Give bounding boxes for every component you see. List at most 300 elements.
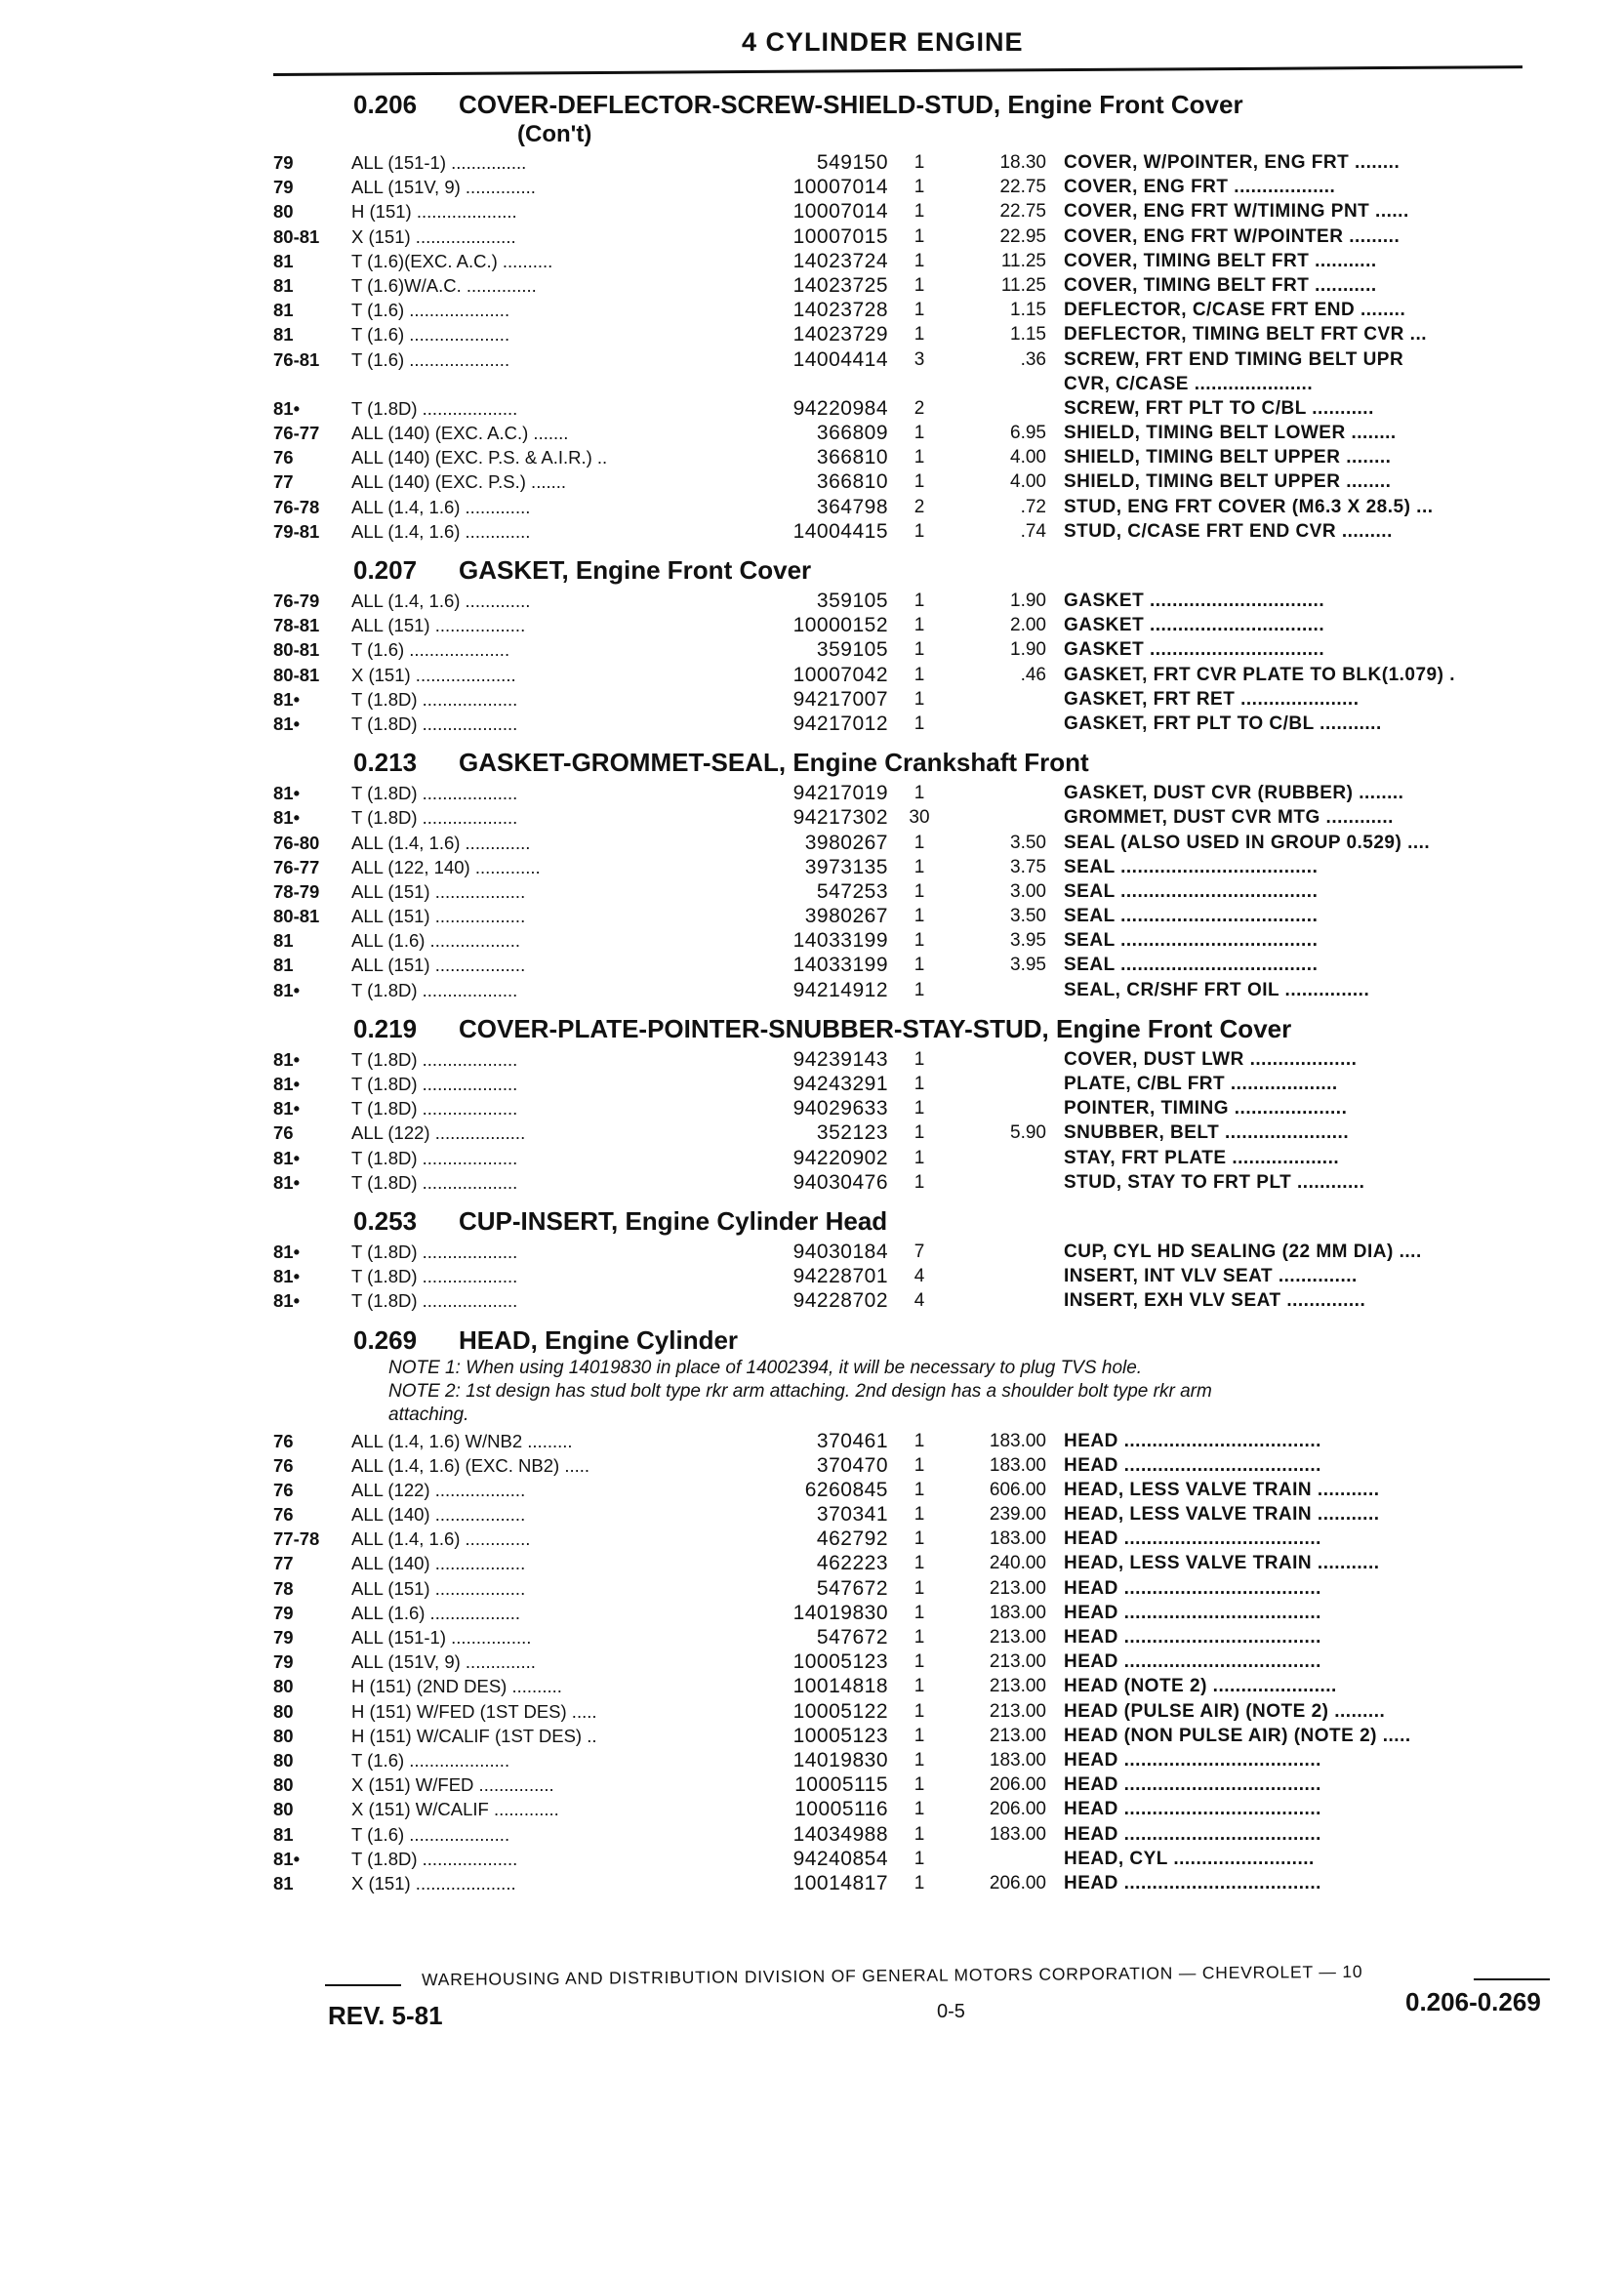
description-cell: HEAD, LESS VALVE TRAIN ........... <box>1064 1553 1380 1574</box>
year-cell: 76 <box>273 447 294 468</box>
part-number-cell: 14023725 <box>792 273 888 297</box>
price-cell: 1.90 <box>1010 590 1046 611</box>
table-row <box>273 249 1571 273</box>
price-cell: 213.00 <box>989 1651 1046 1673</box>
section-heading <box>353 1323 1571 1357</box>
quantity-cell: 1 <box>914 1749 925 1771</box>
quantity-cell: 1 <box>914 274 925 296</box>
model-cell: ALL (1.4, 1.6) (EXC. NB2) ..... <box>351 1454 590 1476</box>
footer-rule-right <box>1474 1978 1550 1980</box>
part-number-cell: 370461 <box>816 1429 888 1452</box>
part-number-cell: 370341 <box>816 1503 888 1527</box>
quantity-cell: 1 <box>914 1528 925 1550</box>
part-number-cell: 94217012 <box>792 712 888 735</box>
section-heading <box>353 746 1571 779</box>
quantity-cell: 1 <box>914 1171 925 1193</box>
year-cell: 80-81 <box>273 225 320 247</box>
table-row <box>273 589 1571 613</box>
table-row <box>273 1797 1571 1821</box>
year-cell: 81 <box>273 1872 294 1893</box>
model-cell: T (1.8D) ................... <box>351 397 518 419</box>
table-row <box>273 273 1571 298</box>
model-cell: X (151) .................... <box>351 1872 516 1893</box>
year-cell: 81• <box>273 1074 301 1094</box>
part-number-cell: 10000152 <box>792 614 888 637</box>
catalog-section <box>273 1012 1571 1195</box>
quantity-cell: 2 <box>914 496 925 517</box>
table-row <box>273 1822 1571 1847</box>
year-cell: 81• <box>273 1048 301 1070</box>
price-cell: 5.90 <box>1010 1122 1046 1144</box>
table-row <box>273 1478 1571 1502</box>
catalog-section <box>273 88 1571 544</box>
part-number-cell: 549150 <box>816 151 888 174</box>
year-cell: 76 <box>273 1430 294 1451</box>
year-cell: 81• <box>273 1241 301 1262</box>
year-cell: 81 <box>273 930 294 952</box>
quantity-cell: 1 <box>914 615 925 636</box>
description-cell: HEAD ................................... <box>1064 1454 1321 1476</box>
section-number: 0.207 <box>353 555 418 585</box>
description-cell: GASKET, FRT CVR PLATE TO BLK(1.079) . <box>1064 664 1456 685</box>
year-cell: 80 <box>273 1749 294 1771</box>
description-cell: PLATE, C/BL FRT ................... <box>1064 1074 1338 1094</box>
quantity-cell: 1 <box>914 590 925 611</box>
year-cell: 78 <box>273 1577 294 1599</box>
year-cell: 81• <box>273 783 301 804</box>
year-cell: 80 <box>273 1725 294 1746</box>
quantity-cell: 1 <box>914 664 925 685</box>
year-cell: 81• <box>273 1171 301 1193</box>
footer-rule-left <box>325 1984 401 1986</box>
price-cell: 22.75 <box>999 177 1046 198</box>
part-number-cell: 14019830 <box>792 1748 888 1771</box>
price-cell: 213.00 <box>989 1676 1046 1697</box>
part-number-cell: 462223 <box>816 1552 888 1575</box>
model-cell: T (1.8D) ................... <box>351 783 518 804</box>
price-cell: .72 <box>1020 496 1046 517</box>
description-cell: GASKET ............................... <box>1064 590 1325 611</box>
table-row <box>273 904 1571 928</box>
quantity-cell: 1 <box>914 177 925 198</box>
quantity-cell: 1 <box>914 1823 925 1845</box>
part-number-cell: 94030476 <box>792 1170 888 1194</box>
section-title: COVER-DEFLECTOR-SCREW-SHIELD-STUD, Engine Front Cover <box>459 90 1243 119</box>
model-cell: ALL (1.4, 1.6) ............. <box>351 1528 531 1550</box>
model-cell: ALL (140) (EXC. A.C.) ....... <box>351 423 569 444</box>
description-cell: SCREW, FRT END TIMING BELT UPR <box>1064 348 1404 370</box>
year-cell: 81• <box>273 712 301 734</box>
description-cell: GASKET, DUST CVR (RUBBER) ........ <box>1064 783 1404 804</box>
quantity-cell: 1 <box>914 712 925 734</box>
part-number-cell: 94228701 <box>792 1265 888 1288</box>
year-cell: 79 <box>273 177 294 198</box>
part-number-cell: 10007014 <box>792 200 888 224</box>
quantity-cell: 1 <box>914 1504 925 1526</box>
table-row <box>273 1772 1571 1797</box>
description-cell: CVR, C/CASE ..................... <box>1064 373 1314 394</box>
model-cell: ALL (151-1) ............... <box>351 152 527 173</box>
quantity-cell: 1 <box>914 1577 925 1599</box>
table-row <box>273 1429 1571 1453</box>
year-cell: 76-81 <box>273 348 320 370</box>
quantity-cell: 1 <box>914 1700 925 1722</box>
year-cell: 80-81 <box>273 639 320 661</box>
model-cell: X (151) W/FED ............... <box>351 1774 554 1796</box>
year-cell: 80 <box>273 1676 294 1697</box>
model-cell: T (1.8D) ................... <box>351 1048 518 1070</box>
description-cell: STUD, STAY TO FRT PLT ............ <box>1064 1171 1365 1193</box>
table-row <box>273 831 1571 855</box>
description-cell: COVER, DUST LWR ................... <box>1064 1048 1358 1070</box>
description-cell: GASKET, FRT RET ..................... <box>1064 688 1360 710</box>
model-cell: ALL (1.6) .................. <box>351 930 521 952</box>
description-cell: GASKET, FRT PLT TO C/BL ........... <box>1064 712 1382 734</box>
model-cell: T (1.8D) ................... <box>351 1171 518 1193</box>
model-cell: ALL (1.4, 1.6) ............. <box>351 832 531 853</box>
description-cell: SEAL (ALSO USED IN GROUP 0.529) .... <box>1064 832 1431 853</box>
quantity-cell: 4 <box>914 1290 925 1312</box>
model-cell: ALL (122) .................. <box>351 1122 526 1144</box>
model-cell: ALL (151) .................. <box>351 880 526 902</box>
quantity-cell: 1 <box>914 1676 925 1697</box>
quantity-cell: 1 <box>914 1147 925 1168</box>
year-cell: 80 <box>273 201 294 223</box>
description-cell: COVER, ENG FRT W/POINTER ......... <box>1064 225 1401 247</box>
year-cell: 76-78 <box>273 496 320 517</box>
table-row <box>273 928 1571 953</box>
table-row <box>273 150 1571 175</box>
model-cell: H (151) .................... <box>351 201 517 223</box>
part-number-cell: 14004414 <box>792 347 888 371</box>
table-row <box>273 199 1571 224</box>
quantity-cell: 1 <box>914 423 925 444</box>
part-number-cell: 10007014 <box>792 176 888 199</box>
description-cell: HEAD (NOTE 2) ...................... <box>1064 1676 1337 1697</box>
table-row <box>273 175 1571 199</box>
year-cell: 81• <box>273 1848 301 1869</box>
table-row <box>273 687 1571 712</box>
price-cell: .46 <box>1020 664 1046 685</box>
price-cell: 4.00 <box>1010 471 1046 493</box>
price-cell: 239.00 <box>989 1504 1046 1526</box>
description-cell: HEAD ................................... <box>1064 1774 1321 1796</box>
table-row <box>273 1576 1571 1601</box>
year-cell: 79-81 <box>273 520 320 542</box>
model-cell: ALL (151V, 9) .............. <box>351 177 536 198</box>
table-row <box>273 322 1571 346</box>
model-cell: ALL (151) .................. <box>351 955 526 976</box>
part-number-cell: 364798 <box>816 495 888 518</box>
quantity-cell: 7 <box>914 1241 925 1262</box>
section-number: 0.253 <box>353 1205 418 1236</box>
model-cell: T (1.6)W/A.C. .............. <box>351 274 537 296</box>
quantity-cell: 1 <box>914 201 925 223</box>
description-cell: COVER, TIMING BELT FRT ........... <box>1064 250 1377 271</box>
quantity-cell: 1 <box>914 152 925 173</box>
catalog-section <box>273 553 1571 736</box>
model-cell: H (151) W/FED (1ST DES) ..... <box>351 1700 597 1722</box>
year-cell: 80-81 <box>273 664 320 685</box>
part-number-cell: 14019830 <box>792 1601 888 1624</box>
quantity-cell: 4 <box>914 1266 925 1287</box>
model-cell: ALL (140) .................. <box>351 1504 526 1526</box>
quantity-cell: 1 <box>914 880 925 902</box>
table-row <box>273 519 1571 544</box>
description-cell: HEAD ................................... <box>1064 1577 1321 1599</box>
table-row <box>273 372 1571 396</box>
table-row <box>273 1502 1571 1527</box>
part-number-cell: 462792 <box>816 1527 888 1551</box>
year-cell: 79 <box>273 1602 294 1623</box>
part-number-cell: 3980267 <box>804 905 888 928</box>
section-number: 0.213 <box>353 748 418 778</box>
section-title: CUP-INSERT, Engine Cylinder Head <box>459 1205 888 1236</box>
section-note: attaching. <box>388 1404 469 1425</box>
section-number: 0.269 <box>353 1324 418 1355</box>
quantity-cell: 1 <box>914 1651 925 1673</box>
year-cell: 81 <box>273 955 294 976</box>
part-number-cell: 10005123 <box>792 1724 888 1747</box>
table-row <box>273 396 1571 421</box>
price-cell: 1.15 <box>1010 324 1046 346</box>
price-cell: 18.30 <box>999 152 1046 173</box>
quantity-cell: 1 <box>914 1122 925 1144</box>
part-number-cell: 10005122 <box>792 1699 888 1723</box>
description-cell: GASKET ............................... <box>1064 615 1325 636</box>
price-cell: 3.95 <box>1010 955 1046 976</box>
model-cell: T (1.8D) ................... <box>351 1074 518 1094</box>
description-cell: HEAD ................................... <box>1064 1528 1321 1550</box>
quantity-cell: 1 <box>914 906 925 927</box>
price-cell: 206.00 <box>989 1774 1046 1796</box>
model-cell: ALL (122, 140) ............. <box>351 856 541 877</box>
price-cell: 183.00 <box>989 1430 1046 1451</box>
description-cell: COVER, ENG FRT W/TIMING PNT ...... <box>1064 201 1409 223</box>
year-cell: 79 <box>273 152 294 173</box>
table-row <box>273 347 1571 372</box>
table-row <box>273 712 1571 736</box>
year-cell: 81• <box>273 1098 301 1120</box>
part-number-cell: 14034988 <box>792 1822 888 1846</box>
table-row <box>273 1096 1571 1120</box>
part-number-cell: 6260845 <box>804 1478 888 1501</box>
price-cell: 183.00 <box>989 1454 1046 1476</box>
model-cell: T (1.8D) ................... <box>351 1848 518 1869</box>
year-cell: 76-77 <box>273 856 320 877</box>
table-row <box>273 855 1571 879</box>
model-cell: T (1.6) .................... <box>351 324 510 346</box>
model-cell: ALL (151) .................. <box>351 615 526 636</box>
price-cell: 6.95 <box>1010 423 1046 444</box>
part-number-cell: 94228702 <box>792 1289 888 1313</box>
model-cell: ALL (1.4, 1.6) W/NB2 ......... <box>351 1430 573 1451</box>
model-cell: T (1.8D) ................... <box>351 712 518 734</box>
table-row <box>273 445 1571 469</box>
table-row <box>273 421 1571 445</box>
quantity-cell: 1 <box>914 1725 925 1746</box>
description-cell: HEAD ................................... <box>1064 1627 1321 1648</box>
price-cell: 3.75 <box>1010 856 1046 877</box>
part-number-cell: 370470 <box>816 1453 888 1477</box>
year-cell: 81 <box>273 250 294 271</box>
quantity-cell: 1 <box>914 1602 925 1623</box>
quantity-cell: 1 <box>914 688 925 710</box>
year-cell: 81• <box>273 979 301 1000</box>
part-number-cell: 94217019 <box>792 782 888 805</box>
quantity-cell: 1 <box>914 520 925 542</box>
model-cell: ALL (140) .................. <box>351 1553 526 1574</box>
year-cell: 76-77 <box>273 423 320 444</box>
table-row <box>273 978 1571 1002</box>
description-cell: HEAD, LESS VALVE TRAIN ........... <box>1064 1479 1380 1500</box>
quantity-cell: 30 <box>909 807 930 829</box>
part-number-cell: 14023728 <box>792 299 888 322</box>
section-note: NOTE 1: When using 14019830 in place of 14002394, it will be necessary to plug TVS hole. <box>388 1357 1143 1378</box>
model-cell: ALL (140) (EXC. P.S.) ....... <box>351 471 567 493</box>
parts-table <box>273 589 1571 736</box>
year-cell: 80 <box>273 1774 294 1796</box>
table-row <box>273 224 1571 249</box>
table-row <box>273 1047 1571 1072</box>
model-cell: T (1.8D) ................... <box>351 1241 518 1262</box>
model-cell: T (1.6) .................... <box>351 348 510 370</box>
part-number-cell: 94220984 <box>792 396 888 420</box>
section-number: 0.206 <box>353 90 418 119</box>
description-cell: STUD, C/CASE FRT END CVR ......... <box>1064 520 1393 542</box>
table-row <box>273 1288 1571 1313</box>
part-number-cell: 14023724 <box>792 249 888 272</box>
description-cell: INSERT, INT VLV SEAT .............. <box>1064 1266 1358 1287</box>
part-number-cell: 10005123 <box>792 1650 888 1674</box>
price-cell: 3.95 <box>1010 930 1046 952</box>
catalog-section <box>273 1204 1571 1314</box>
parts-table <box>273 1429 1571 1896</box>
quantity-cell: 1 <box>914 225 925 247</box>
year-cell: 80-81 <box>273 906 320 927</box>
price-cell: 183.00 <box>989 1602 1046 1623</box>
year-cell: 80 <box>273 1799 294 1820</box>
section-note: NOTE 2: 1st design has stud bolt type rkr arm attaching. 2nd design has a shoulder bolt type rkr arm <box>388 1380 1212 1402</box>
description-cell: SHIELD, TIMING BELT UPPER ........ <box>1064 447 1392 468</box>
table-row <box>273 879 1571 904</box>
quantity-cell: 1 <box>914 1872 925 1893</box>
quantity-cell: 1 <box>914 471 925 493</box>
description-cell: HEAD, CYL ......................... <box>1064 1848 1315 1869</box>
model-cell: T (1.8D) ................... <box>351 1266 518 1287</box>
description-cell: DEFLECTOR, C/CASE FRT END ........ <box>1064 300 1406 321</box>
description-cell: COVER, TIMING BELT FRT ........... <box>1064 274 1377 296</box>
year-cell: 77 <box>273 1553 294 1574</box>
section-subtitle: (Con't) <box>517 121 592 147</box>
table-row <box>273 495 1571 519</box>
table-row <box>273 637 1571 662</box>
catalog-section <box>273 746 1571 1002</box>
description-cell: SEAL, CR/SHF FRT OIL ............... <box>1064 979 1370 1000</box>
part-number-cell: 366809 <box>816 422 888 445</box>
price-cell: 22.75 <box>999 201 1046 223</box>
year-cell: 76 <box>273 1122 294 1144</box>
description-cell: HEAD ................................... <box>1064 1430 1321 1451</box>
model-cell: ALL (1.4, 1.6) ............. <box>351 520 531 542</box>
table-row <box>273 1699 1571 1724</box>
description-cell: HEAD ................................... <box>1064 1823 1321 1845</box>
quantity-cell: 1 <box>914 1627 925 1648</box>
price-cell: 213.00 <box>989 1627 1046 1648</box>
quantity-cell: 1 <box>914 930 925 952</box>
part-number-cell: 547672 <box>816 1576 888 1600</box>
model-cell: T (1.8D) ................... <box>351 1098 518 1120</box>
model-cell: ALL (151V, 9) .............. <box>351 1651 536 1673</box>
price-cell: 2.00 <box>1010 615 1046 636</box>
parts-table <box>273 1240 1571 1314</box>
part-number-cell: 10007042 <box>792 663 888 686</box>
price-cell: 22.95 <box>999 225 1046 247</box>
header-rule <box>273 65 1522 76</box>
model-cell: ALL (1.4, 1.6) ............. <box>351 496 531 517</box>
table-row <box>273 298 1571 322</box>
quantity-cell: 1 <box>914 250 925 271</box>
part-number-cell: 94239143 <box>792 1047 888 1071</box>
quantity-cell: 1 <box>914 1848 925 1869</box>
model-cell: T (1.6) .................... <box>351 1749 510 1771</box>
section-title: GASKET, Engine Front Cover <box>459 555 812 585</box>
description-cell: GASKET ............................... <box>1064 639 1325 661</box>
description-cell: GROMMET, DUST CVR MTG ............ <box>1064 807 1394 829</box>
quantity-cell: 1 <box>914 1553 925 1574</box>
price-cell: 213.00 <box>989 1725 1046 1746</box>
quantity-cell: 1 <box>914 832 925 853</box>
parts-table <box>273 150 1571 544</box>
price-cell: 1.90 <box>1010 639 1046 661</box>
quantity-cell: 1 <box>914 1430 925 1451</box>
part-number-cell: 352123 <box>816 1121 888 1145</box>
page-title: 4 CYLINDER ENGINE <box>742 27 1024 57</box>
part-number-cell: 3980267 <box>804 831 888 854</box>
year-cell: 81 <box>273 324 294 346</box>
section-heading <box>353 1012 1571 1045</box>
description-cell: SEAL ................................... <box>1064 880 1319 902</box>
model-cell: ALL (1.6) .................. <box>351 1602 521 1623</box>
year-cell: 76 <box>273 1504 294 1526</box>
price-cell: 206.00 <box>989 1872 1046 1893</box>
section-heading <box>353 1204 1571 1238</box>
part-number-cell: 547253 <box>816 879 888 903</box>
part-number-cell: 10005115 <box>794 1773 888 1797</box>
description-cell: SNUBBER, BELT ...................... <box>1064 1122 1350 1144</box>
quantity-cell: 1 <box>914 300 925 321</box>
quantity-cell: 1 <box>914 639 925 661</box>
table-row <box>273 1120 1571 1145</box>
model-cell: T (1.6)(EXC. A.C.) .......... <box>351 250 553 271</box>
model-cell: H (151) (2ND DES) .......... <box>351 1676 562 1697</box>
model-cell: ALL (151) .................. <box>351 1577 526 1599</box>
description-cell: SEAL ................................... <box>1064 930 1319 952</box>
section-number: 0.219 <box>353 1013 418 1043</box>
quantity-cell: 1 <box>914 979 925 1000</box>
model-cell: T (1.8D) ................... <box>351 807 518 829</box>
table-row <box>273 953 1571 977</box>
part-number-cell: 14033199 <box>792 954 888 977</box>
model-cell: X (151) .................... <box>351 225 516 247</box>
table-row <box>273 1847 1571 1871</box>
table-row <box>273 1649 1571 1674</box>
year-cell: 76-79 <box>273 590 320 611</box>
part-number-cell: 94214912 <box>792 978 888 1001</box>
part-number-cell: 94243291 <box>792 1073 888 1095</box>
quantity-cell: 3 <box>914 348 925 370</box>
quantity-cell: 1 <box>914 447 925 468</box>
